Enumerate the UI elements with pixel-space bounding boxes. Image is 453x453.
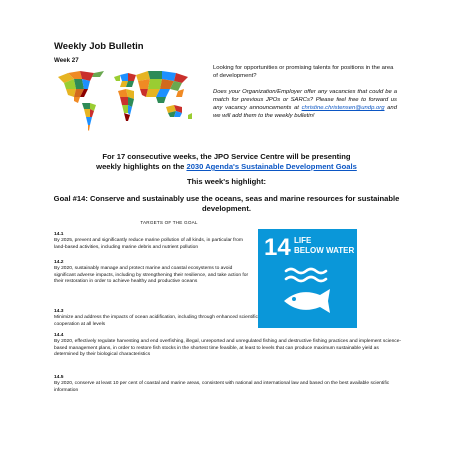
banner-line-2: [30, 162, 423, 172]
banner-line-2-text: weekly highlights on the: [96, 162, 187, 171]
target-item: [54, 333, 404, 358]
world-map-graphic: [54, 67, 199, 133]
fish-icon: [284, 289, 330, 313]
sdg-number: 14: [264, 234, 291, 261]
map-south-america: [82, 103, 96, 131]
target-text: By 2020, sustainably manage and protect marine and coastal ecosystems to avoid significant adverse impacts, including by strengthening their resilience, and take action for their restoration in order to achieve healthy and productive oceans: [54, 266, 249, 284]
targets-heading: TARGETS OF THE GOAL: [140, 220, 198, 225]
target-number: 14.1: [54, 232, 64, 237]
target-text: By 2025, prevent and significantly reduce marine pollution of all kinds, in particular from land-based activities, including marine debris and nutrient pollution: [54, 238, 243, 250]
target-item: [54, 232, 249, 251]
intro-question: Looking for opportunities or promising talents for positions in the area of development?: [213, 65, 394, 79]
email-link[interactable]: christine.christensen@undp.org: [301, 105, 385, 111]
target-number: 14.5: [54, 375, 64, 380]
target-item: [54, 260, 249, 285]
target-number: 14.4: [54, 333, 64, 338]
sdg-link[interactable]: 2030 Agenda's Sustainable Development Goals: [186, 162, 357, 171]
highlight-heading: This week's highlight:: [186, 177, 266, 186]
map-oceania: [166, 105, 192, 119]
sdg-14-icon: [258, 229, 357, 328]
map-europe: [114, 73, 136, 87]
target-number: 14.3: [54, 309, 64, 314]
intro-text: [213, 64, 397, 120]
target-number: 14.2: [54, 260, 64, 265]
target-item: [54, 375, 404, 394]
sdg-label-line-2: BELOW WATER: [294, 246, 355, 255]
map-north-america: [58, 71, 104, 103]
target-text: By 2020, conserve at least 10 per cent of coastal and marine areas, consistent with national and international law and based on the best available scientific information: [54, 381, 390, 393]
waves-icon: [286, 269, 326, 281]
intro-call: [213, 88, 397, 120]
bulletin-title: Weekly Job Bulletin: [54, 41, 144, 52]
intro-call-end: and we will add them to the weekly bulletin!: [213, 105, 397, 119]
banner-line-1: For 17 consecutive weeks, the JPO Service Centre will be presenting: [102, 152, 351, 161]
sdg-banner: [30, 152, 423, 172]
sdg-14-graphic: [258, 229, 357, 328]
goal-heading: Goal #14: Conserve and sustainably use the oceans, seas and marine resources for sustainable development.: [53, 194, 400, 213]
map-africa: [118, 89, 134, 121]
map-asia: [136, 71, 188, 103]
target-item: [54, 309, 264, 328]
sdg-label-line-1: LIFE: [294, 236, 312, 245]
target-text: Minimize and address the impacts of ocean acidification, including through enhanced scientific cooperation at all levels: [54, 315, 258, 327]
intro-call-text: Does your Organization/Employer offer any vacancies that could be a match for previous JPOs or SARCs? Please feel free to forward us any vacancy announcements at: [213, 89, 397, 111]
target-text: By 2020, effectively regulate harvesting and end overfishing, illegal, unreported and unregulated fishing and destructive fishing practices and implement science-based management plans, in order to restore fish stocks in the shortest time feasible, at least to levels that can produce maximum sustainable yield as determined by their biological characteristics: [54, 339, 402, 357]
week-label: Week 27: [54, 57, 79, 64]
